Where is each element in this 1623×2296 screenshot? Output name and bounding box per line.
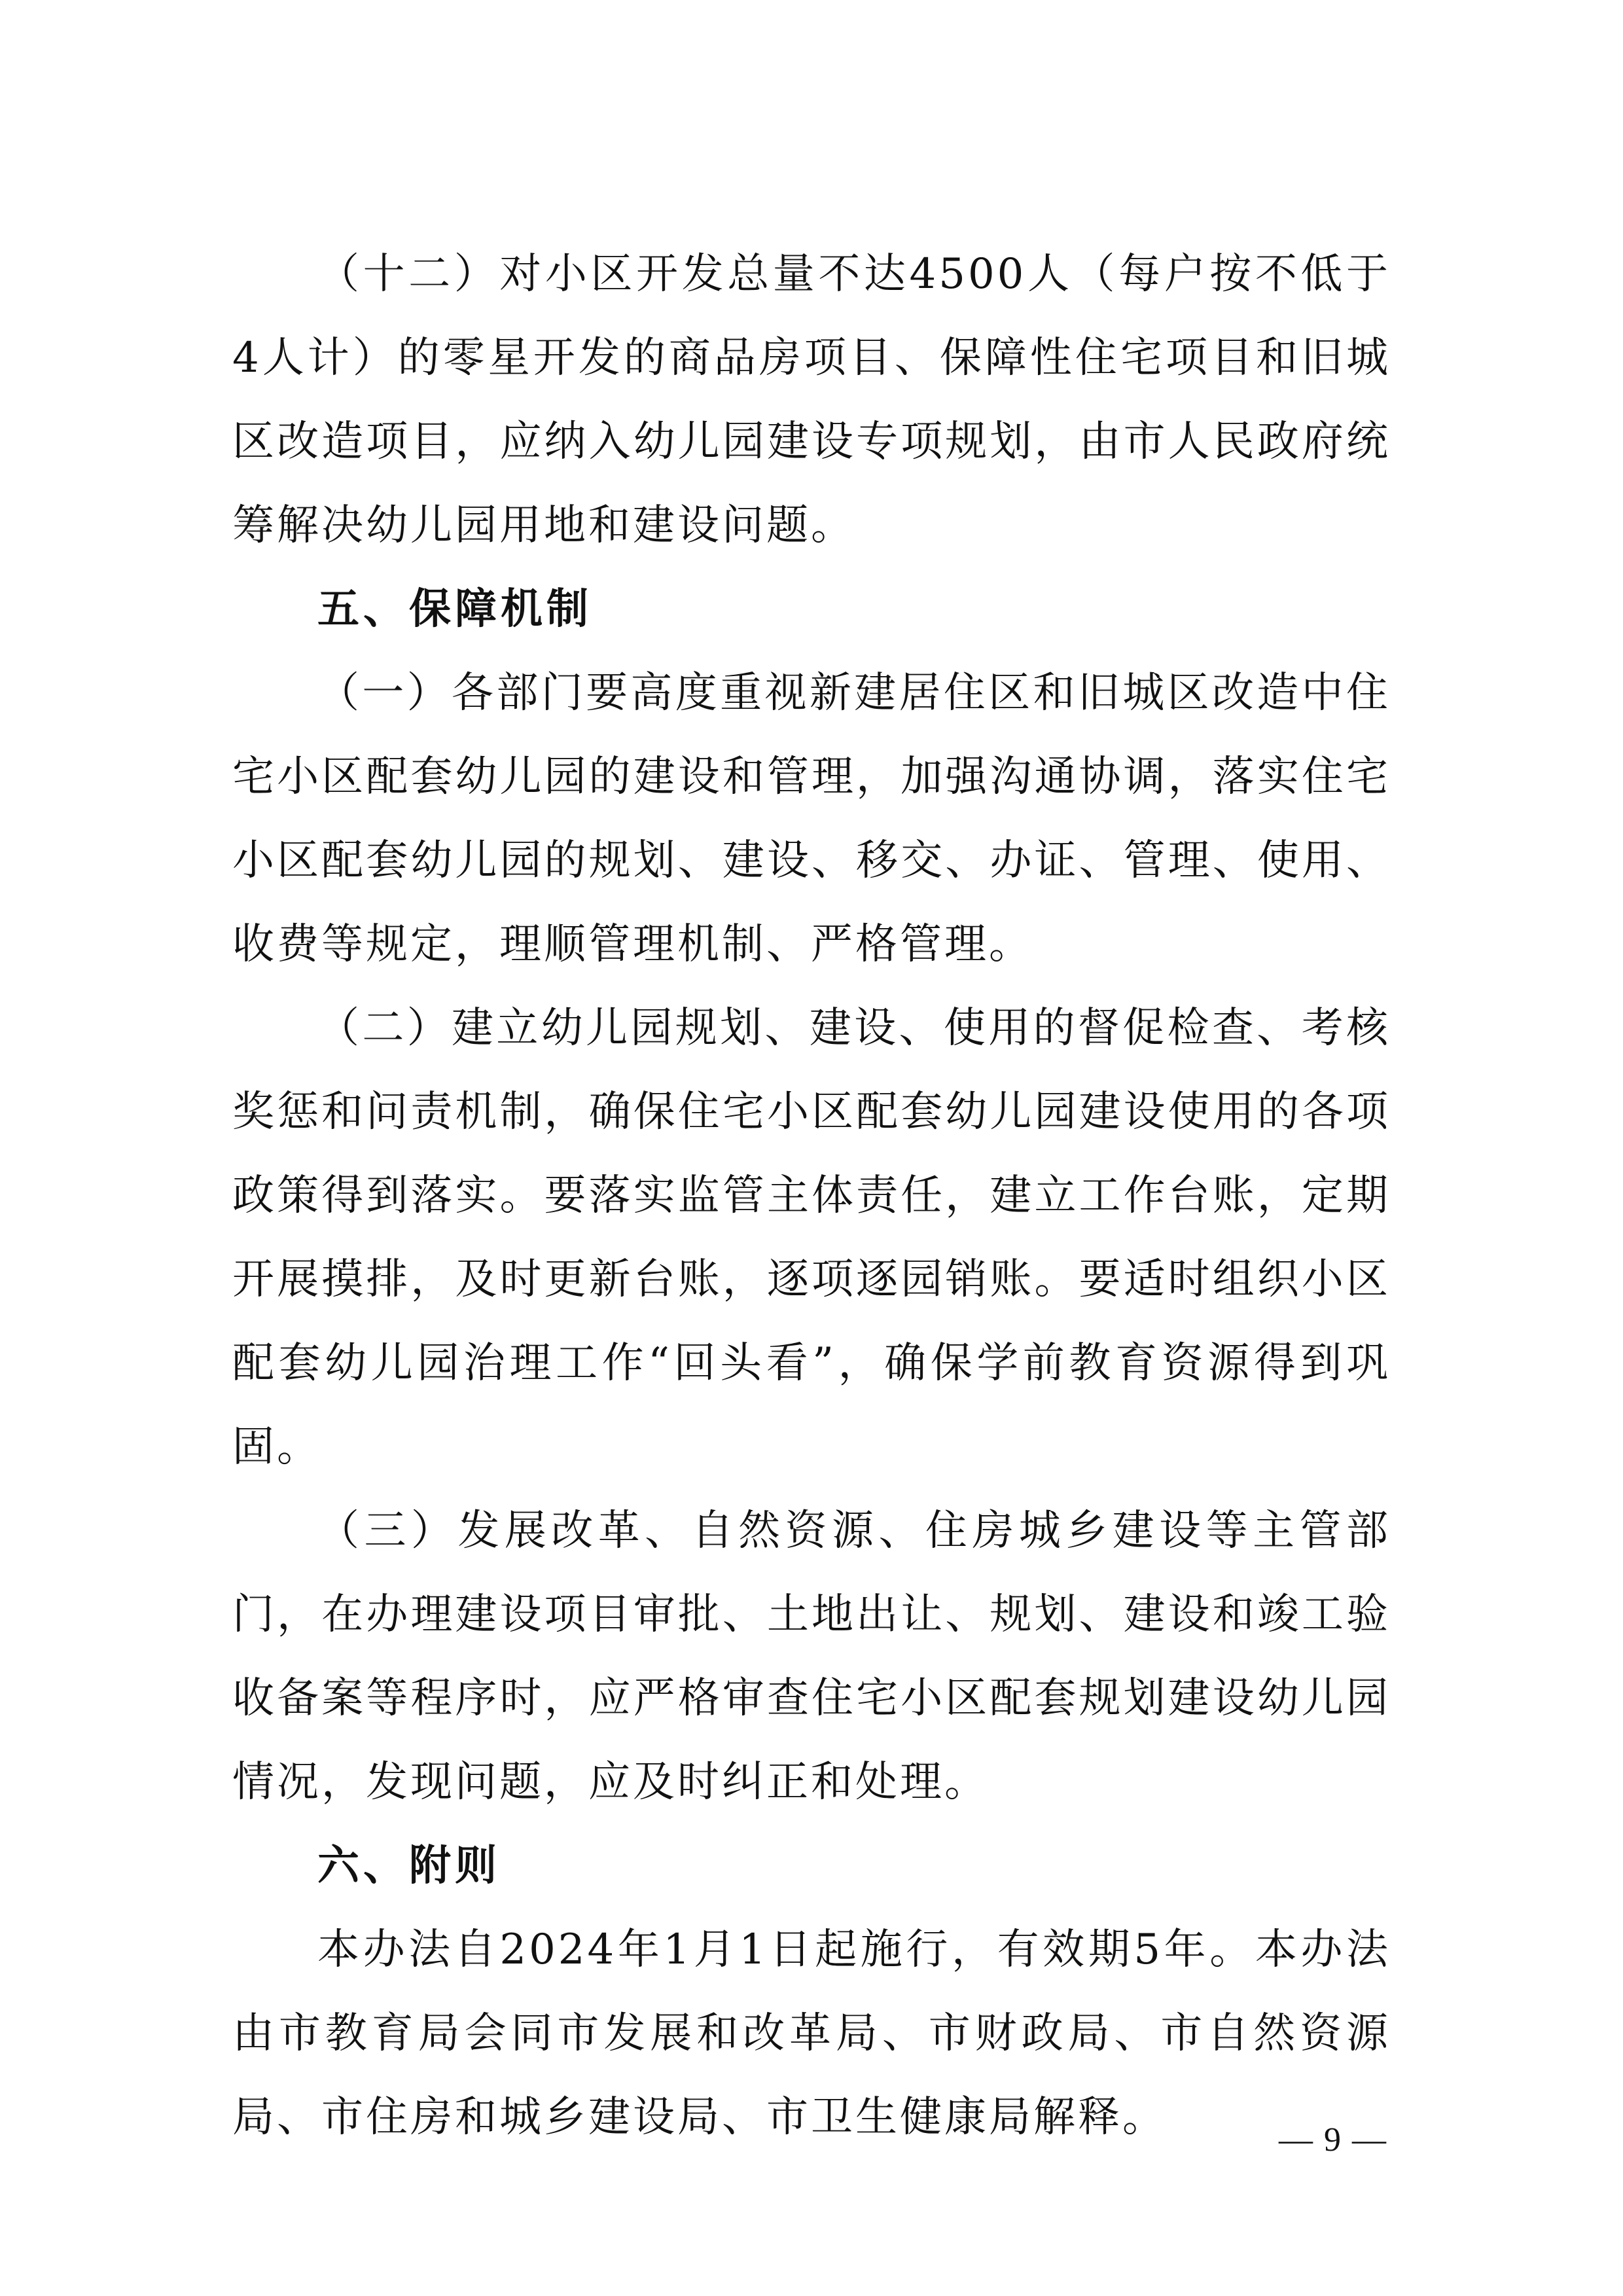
paragraph-3: （三）发展改革、自然资源、住房城乡建设等主管部门，在办理建设项目审批、土地出让、规划、建设和竣工验收备案等程序时，应严格审查住宅小区配套规划建设幼儿园情况，发现问题，应及时纠正和处理。 [232,1507,1391,1806]
paragraph-12: （十二）对小区开发总量不达4500人（每户按不低于4人计）的零星开发的商品房项目、保障性住宅项目和旧城区改造项目，应纳入幼儿园建设专项规划，由市人民政府统筹解决幼儿园用地和建设问题。 [232,250,1391,550]
paragraph-1: （一）各部门要高度重视新建居住区和旧城区改造中住宅小区配套幼儿园的建设和管理，加强沟通协调，落实住宅小区配套幼儿园的规划、建设、移交、办证、管理、使用、收费等规定，理顺管理机制、严格管理。 [232,669,1391,969]
section-heading-safeguard-mechanism: 五、保障机制 [317,585,592,634]
page-number: — 9 — [1279,2121,1387,2159]
document-body [232,232,1391,2159]
paragraph-2: （二）建立幼儿园规划、建设、使用的督促检查、考核奖惩和问责机制，确保住宅小区配套幼儿园建设使用的各项政策得到落实。要落实监管主体责任，建立工作台账，定期开展摸排，及时更新台账，逐项逐园销账。要适时组织小区配套幼儿园治理工作“回头看”，确保学前教育资源得到巩固。 [232,1004,1391,1471]
paragraph-effective-date: 本办法自2024年1月1日起施行，有效期5年。本办法由市教育局会同市发展和改革局、市财政局、市自然资源局、市住房和城乡建设局、市卫生健康局解释。 [232,1926,1391,2142]
section-heading-supplementary-provisions: 六、附则 [317,1842,501,1890]
